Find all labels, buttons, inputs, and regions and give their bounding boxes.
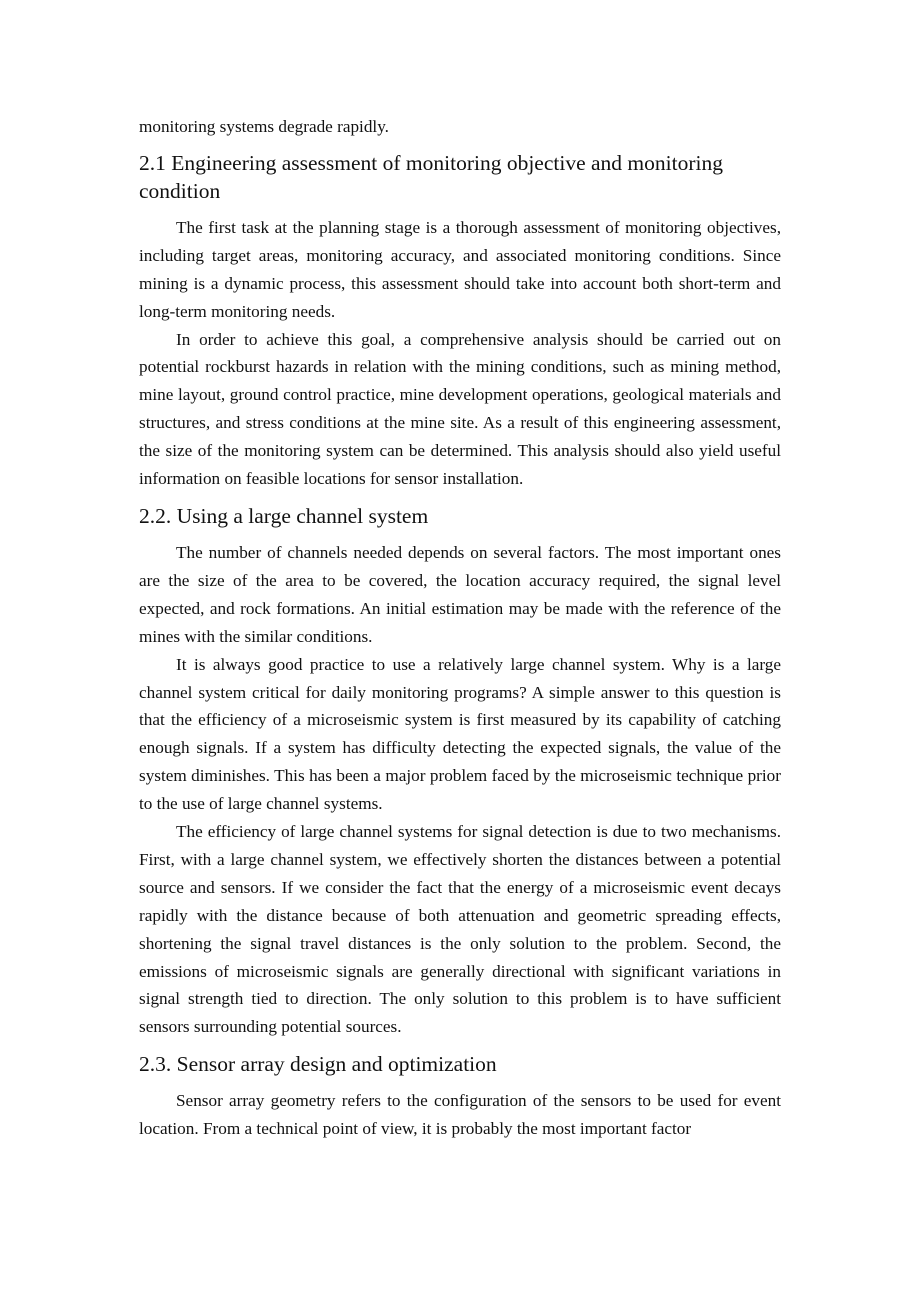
paragraph: In order to achieve this goal, a comprehensive analysis should be carried out on potential rockburst hazards in relation with the mining conditions, such as mining method, mine layout, ground control practice, mine development operations, geological materials and structures, and stress conditions at the mine site. As a result of this engineering assessment, the size of the monitoring system can be determined. This analysis should also yield useful information on feasible locations for sensor installation.	[139, 329, 781, 489]
document-page	[139, 113, 781, 1143]
section-heading-2-2: 2.2. Using a large channel system	[139, 503, 429, 528]
paragraph: It is always good practice to use a relatively large channel system. Why is a large channel system critical for daily monitoring programs? A simple answer to this question is that the efficiency of a microseismic system is first measured by its capability of catching enough signals. If a system has difficulty detecting the expected signals, the value of the system diminishes. This has been a major problem faced by the microseismic technique prior to the use of large channel systems.	[139, 654, 781, 814]
section-heading-2-1: 2.1 Engineering assessment of monitoring objective and monitoring condition	[139, 150, 723, 203]
paragraph: Sensor array geometry refers to the configuration of the sensors to be used for event location. From a technical point of view, it is probably the most important factor	[139, 1091, 781, 1139]
lead-paragraph: monitoring systems degrade rapidly.	[139, 117, 389, 136]
section-heading-2-3: 2.3. Sensor array design and optimization	[139, 1052, 497, 1077]
paragraph: The first task at the planning stage is a thorough assessment of monitoring objectives, including target areas, monitoring accuracy, and associated monitoring conditions. Since mining is a dynamic process, this assessment should take into account both short-term and long-term monitoring needs.	[139, 217, 781, 321]
paragraph: The number of channels needed depends on several factors. The most important ones are the size of the area to be covered, the location accuracy required, the signal level expected, and rock formations. An initial estimation may be made with the reference of the mines with the similar conditions.	[139, 542, 781, 646]
paragraph: The efficiency of large channel systems for signal detection is due to two mechanisms. First, with a large channel system, we effectively shorten the distances between a potential source and sensors. If we consider the fact that the energy of a microseismic event decays rapidly with the distance because of both attenuation and geometric spreading effects, shortening the signal travel distances is the only solution to the problem. Second, the emissions of microseismic signals are generally directional with significant variations in signal strength tied to direction. The only solution to this problem is to have sufficient sensors surrounding potential sources.	[139, 822, 781, 1037]
